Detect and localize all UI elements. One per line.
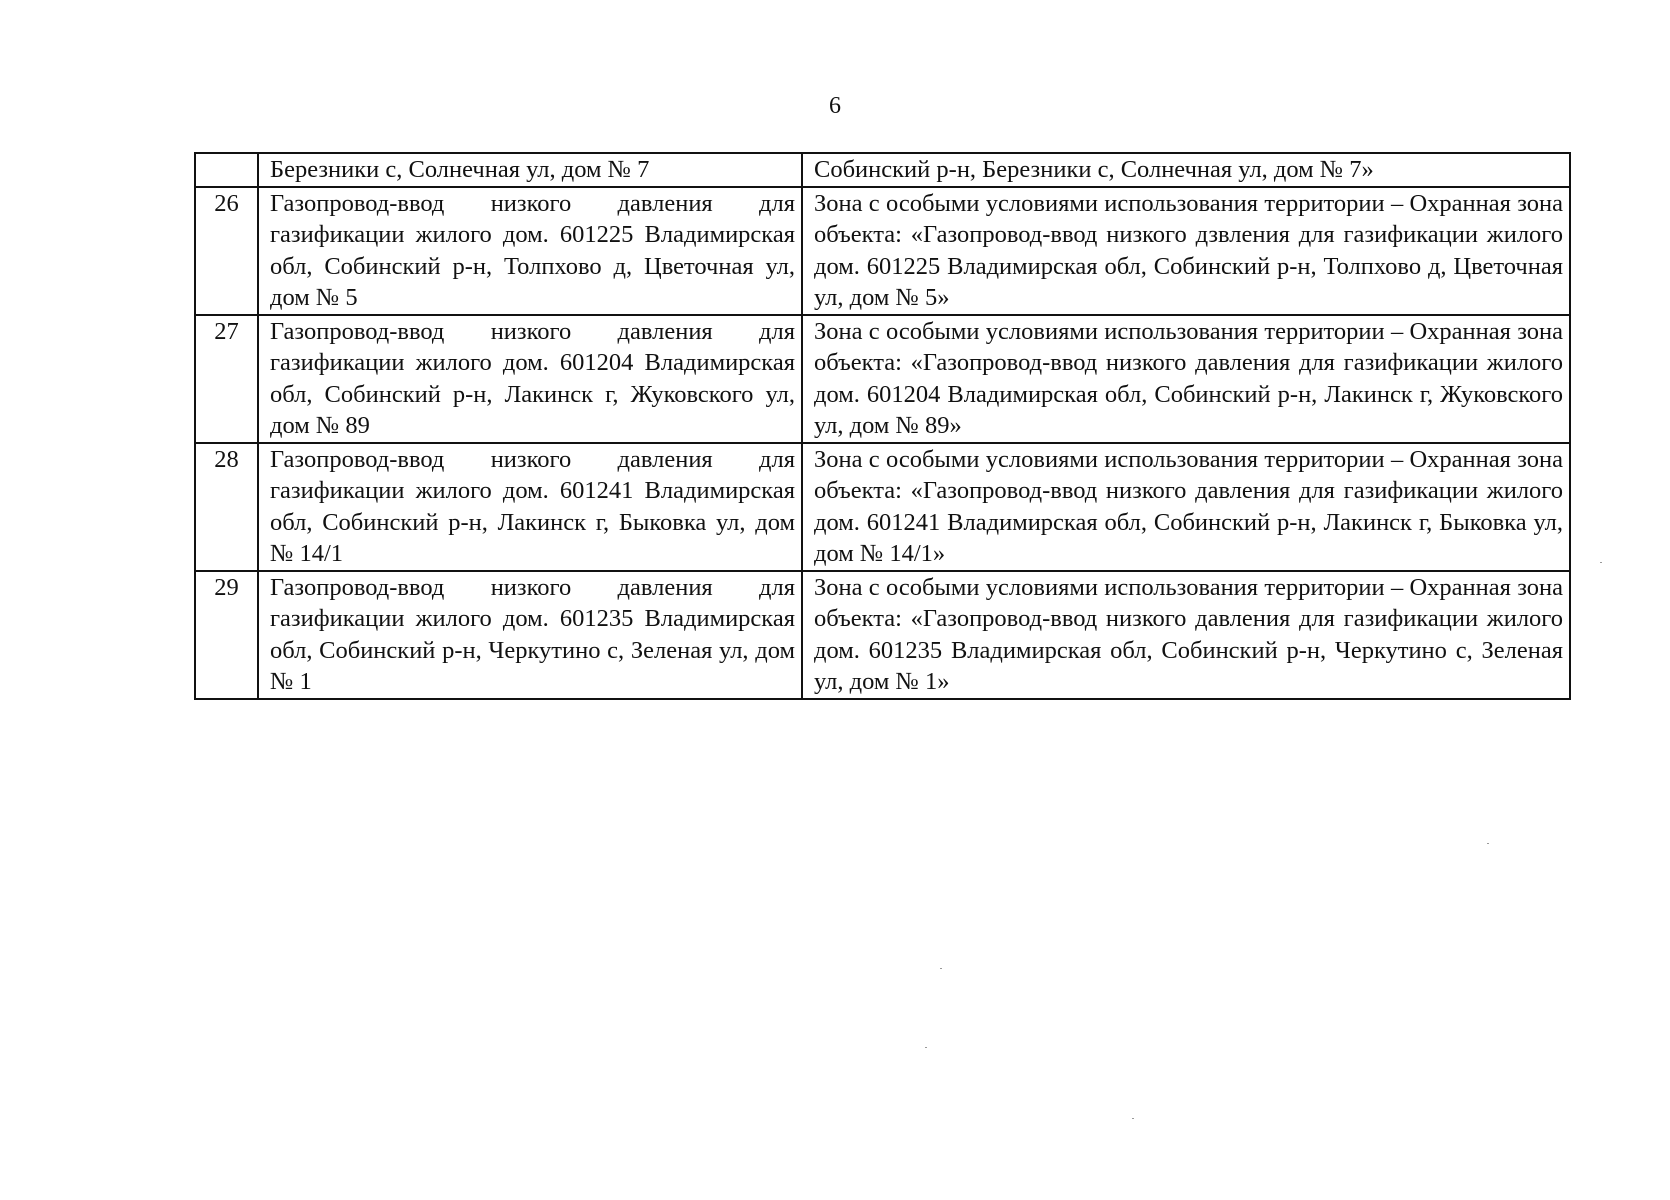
table-row [195, 153, 1570, 187]
zone-cell: Зона с особыми условиями использования территории – Охранная зона объекта: «Газопровод-ввод низкого давления для газификации жилого дом. 601204 Владимирская обл, Собинский р-н, Лакинск г, Жуковского ул, дом № 89» [802, 315, 1570, 443]
object-cell: Газопровод-ввод низкого давления для газификации жилого дом. 601225 Владимирская обл, Собинский р-н, Толпхово д, Цветочная ул, дом № 5 [258, 187, 802, 315]
zone-cell: Зона с особыми условиями использования территории – Охранная зона объекта: «Газопровод-ввод низкого давления для газификации жилого дом. 601235 Владимирская обл, Собинский р-н, Черкутино с, Зеленая ул, дом № 1» [802, 571, 1570, 699]
object-cell: Газопровод-ввод низкого давления для газификации жилого дом. 601241 Владимирская обл, Собинский р-н, Лакинск г, Быковка ул, дом № 14/1 [258, 443, 802, 571]
table-row [195, 571, 1570, 699]
scan-speck [1600, 562, 1602, 563]
scan-speck [1487, 843, 1489, 844]
scan-speck [1132, 1118, 1134, 1119]
row-number: 26 [195, 187, 258, 315]
object-cell: Березники с, Солнечная ул, дом № 7 [258, 153, 802, 187]
zones-table [194, 152, 1571, 700]
zone-cell: Собинский р-н, Березники с, Солнечная ул, дом № 7» [802, 153, 1570, 187]
table-row [195, 187, 1570, 315]
object-cell: Газопровод-ввод низкого давления для газификации жилого дом. 601235 Владимирская обл, Собинский р-н, Черкутино с, Зеленая ул, дом № 1 [258, 571, 802, 699]
page-number: 6 [829, 93, 841, 119]
scan-speck [925, 1047, 927, 1048]
row-number [195, 153, 258, 187]
zone-cell: Зона с особыми условиями использования территории – Охранная зона объекта: «Газопровод-ввод низкого дзвления для газификации жилого дом. 601225 Владимирская обл, Собинский р-н, Толпхово д, Цветочная ул, дом № 5» [802, 187, 1570, 315]
table-row [195, 443, 1570, 571]
row-number: 27 [195, 315, 258, 443]
table-row [195, 315, 1570, 443]
object-cell: Газопровод-ввод низкого давления для газификации жилого дом. 601204 Владимирская обл, Собинский р-н, Лакинск г, Жуковского ул, дом № 89 [258, 315, 802, 443]
row-number: 28 [195, 443, 258, 571]
zone-cell: Зона с особыми условиями использования территории – Охранная зона объекта: «Газопровод-ввод низкого давления для газификации жилого дом. 601241 Владимирская обл, Собинский р-н, Лакинск г, Быковка ул, дом № 14/1» [802, 443, 1570, 571]
scan-speck [940, 968, 942, 969]
row-number: 29 [195, 571, 258, 699]
